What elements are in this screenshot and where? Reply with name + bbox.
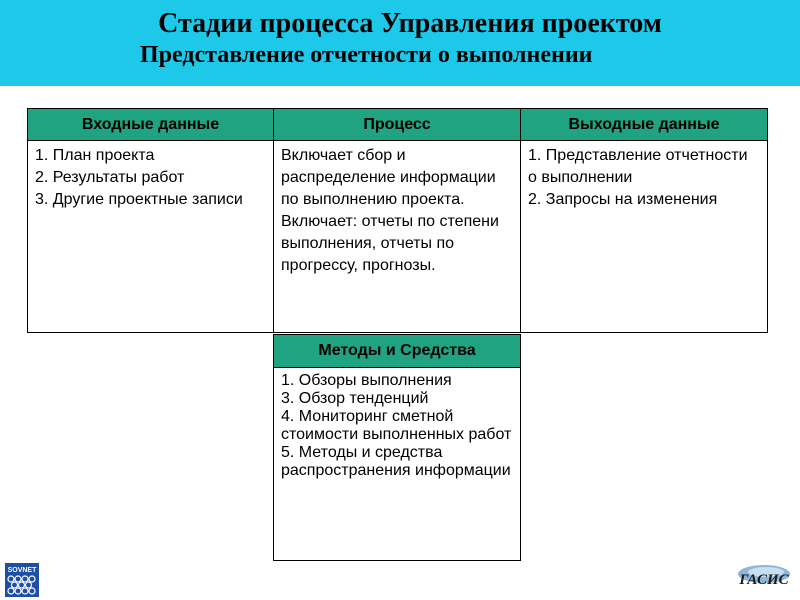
inputs-text: 1. План проекта 2. Результаты работ 3. Другие проектные записи	[35, 147, 243, 208]
gasis-logo	[736, 560, 792, 594]
outputs-heading: Выходные данные	[520, 108, 768, 141]
page-subtitle: Представление отчетности о выполнении	[140, 42, 593, 68]
methods-cell	[273, 367, 521, 561]
outputs-text: 1. Представление отчетности о выполнении 2. Запросы на изменения	[528, 147, 748, 208]
sovnet-logo	[5, 563, 39, 597]
inputs-heading: Входные данные	[27, 108, 274, 141]
process-heading: Процесс	[273, 108, 521, 141]
process-text: Включает сбор и распределение информации по выполнению проекта. Включает: отчеты по степени выполнения, отчеты по прогрессу, прогнозы.	[281, 147, 499, 274]
sovnet-logo-text: SOVNET	[7, 567, 37, 574]
gasis-logo-text: ГАСИС	[739, 572, 789, 588]
methods-heading: Методы и Средства	[273, 334, 521, 368]
outputs-cell	[520, 140, 768, 333]
inputs-cell	[27, 140, 274, 333]
title-banner	[0, 0, 800, 86]
process-cell	[273, 140, 521, 333]
page-title: Стадии процесса Управления проектом	[158, 8, 662, 39]
methods-text: 1. Обзоры выполнения 3. Обзор тенденций 4. Мониторинг сметной стоимости выполненных работ 5. Методы и средства распространения информации	[281, 372, 512, 479]
